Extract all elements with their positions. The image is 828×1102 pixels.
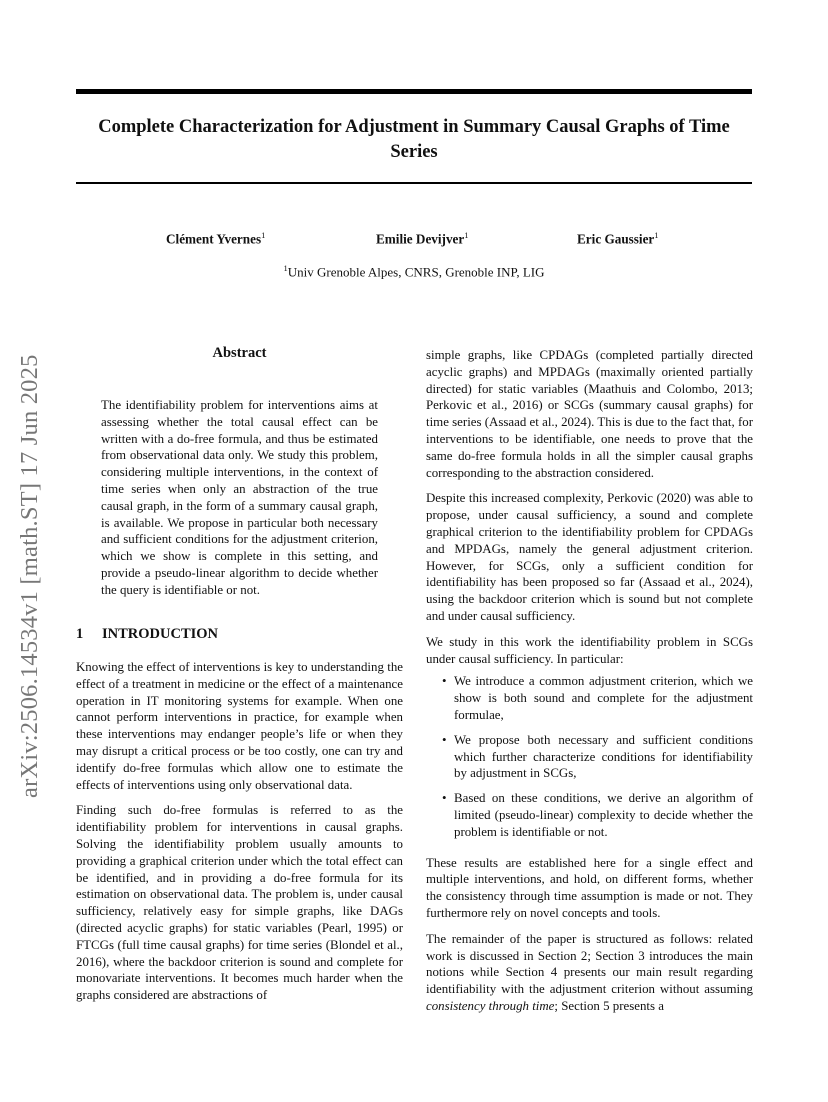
title-top-rule — [76, 89, 752, 94]
section-number: 1 — [76, 626, 84, 642]
abstract-text: The identifiability problem for interventions aims at assessing whether the total causal effect can be written with a do-free formula, and thus be estimated from observational data only. We study this problem, considering multiple interventions, in the context of time series when only an abstraction of the true causal graph, in the form of a summary causal graph, is available. We propose in particular both necessary and sufficient conditions for the adjustment criterion, which we show is complete in this setting, and provide a pseudo-linear algorithm to decide whether the query is identifiable or not. — [101, 398, 378, 597]
intro-paragraph-1: Knowing the effect of interventions is key to understanding the effect of a treatment in medicine or the effect of a maintenance operation in IT monitoring systems for example. When one cannot perform interventions in practice, for example when these interventions may endanger people’s life or when they may disrupt a critical process or be too costly, one can try and identify do-free formulas which allow one to estimate the effects of interventions using only observational data. — [76, 660, 403, 792]
author-name: Eric Gaussier — [577, 231, 655, 247]
contribution-list — [426, 673, 753, 840]
right-paragraph-4: These results are established here for a single effect and multiple interventions, and hold, on different forms, whether the consistency through time assumption is made or not. They furthermore rely on novel concepts and tools. — [426, 855, 753, 920]
list-item — [426, 790, 753, 840]
right-column-body — [426, 347, 753, 1024]
author-name: Clément Yvernes — [166, 231, 262, 247]
paragraph-text: ; Section 5 presents a — [554, 998, 664, 1013]
section-title: INTRODUCTION — [102, 626, 219, 642]
author-affil-mark: 1 — [654, 230, 659, 240]
affiliation-mark: 1 — [283, 263, 288, 273]
author-name: Emilie Devijver — [376, 231, 465, 247]
list-item — [426, 673, 753, 723]
affiliation-text: Univ Grenoble Alpes, CNRS, Grenoble INP, LIG — [287, 264, 545, 280]
right-paragraph-3: We study in this work the identifiability problem in SCGs under causal sufficiency. In particular: — [426, 634, 753, 666]
bullet-icon: • — [442, 791, 447, 806]
list-item-text: We propose both necessary and sufficient conditions which further characterize conditions for identifiability by adjustment in SCGs, — [454, 732, 753, 781]
author-affil-mark: 1 — [261, 230, 266, 240]
right-paragraph-5 — [426, 931, 753, 1015]
list-item — [426, 732, 753, 782]
author-affil-mark: 1 — [464, 230, 469, 240]
intro-paragraph-2: Finding such do-free formulas is referred to as the identifiability problem for interventions in causal graphs. Solving the identifiability problem usually amounts to providing a graphical criterion under which the total effect can be identified, and in providing a do-free formula for its estimation on observational data. The problem is, under causal sufficiency, relatively easy for simple graphs, like DAGs (directed acyclic graphs) for static variables (Pearl, 1995) or FTCGs (full time causal graphs) for time series (Blondel et al., 2016), where the backdoor criterion is sound and complete for monovariate interventions. It becomes much harder when the graphs considered are abstractions of — [76, 803, 403, 1003]
bullet-icon: • — [442, 732, 447, 747]
emphasis-text: consistency through time — [426, 998, 555, 1013]
affiliation — [76, 263, 752, 280]
arxiv-stamp: arXiv:2506.14534v1 [math.ST] 17 Jun 2025 — [16, 354, 43, 798]
author-1 — [166, 230, 265, 247]
author-3 — [577, 230, 659, 247]
paragraph-text: The remainder of the paper is structured as follows: related work is discussed in Section 2; Section 3 introduces the main notions while Section 4 presents our main result regarding identifiability with the adjustment criterion without assuming — [426, 931, 753, 997]
left-column-body — [76, 659, 403, 1013]
right-paragraph-1: simple graphs, like CPDAGs (completed partially directed acyclic graphs) and MPDAGs (maximally oriented partially directed) for static variables (Maathuis and Colombo, 2013; Perkovic et al., 2016) or SCGs (summary causal graphs) for time series (Assaad et al., 2024). This is due to the fact that, for interventions to be identifiable, one needs to prove that the same do-free formula holds in all the simpler causal graphs corresponding to the abstraction considered. — [426, 348, 753, 480]
list-item-text: We introduce a common adjustment criterion, which we show is both sound and complete for the adjustment formulae, — [454, 674, 753, 722]
list-item-text: Based on these conditions, we derive an algorithm of limited (pseudo-linear) complexity to decide whether the problem is identifiable or not. — [454, 791, 753, 839]
right-paragraph-2: Despite this increased complexity, Perkovic (2020) was able to propose, under causal sufficiency, a sound and complete graphical criterion to the identifiability problem for CPDAGs and MPDAGs, namely the general adjustment criterion. However, for SCGs, only a sufficient condition for identifiability has been proposed so far (Assaad et al., 2024), using the backdoor criterion which is sound but not complete and under causal sufficiency. — [426, 491, 753, 623]
section-heading — [76, 626, 218, 643]
paper-title: Complete Characterization for Adjustment in Summary Causal Graphs of Time Series — [98, 117, 730, 162]
title-bottom-rule — [76, 182, 752, 184]
bullet-icon: • — [442, 674, 447, 689]
abstract-heading: Abstract — [212, 345, 267, 361]
author-2 — [376, 230, 469, 247]
